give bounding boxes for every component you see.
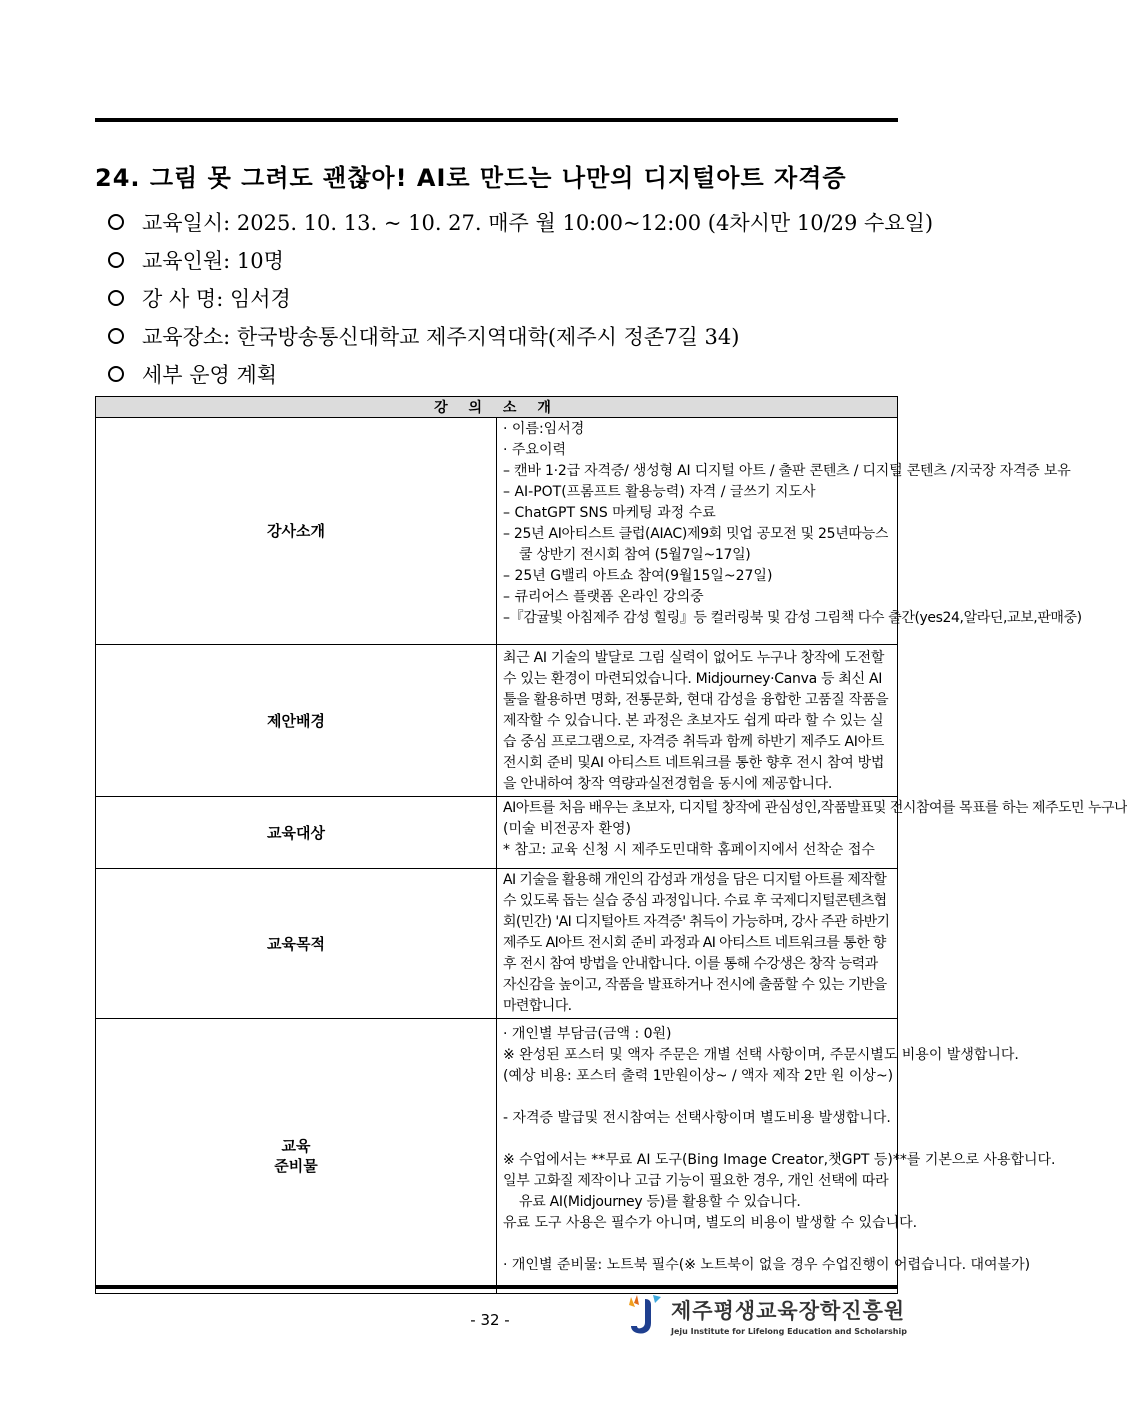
content-line: · 개인별 부담금(금액 : 0원) [503, 1026, 672, 1042]
row-label: 교육대상 [96, 797, 497, 869]
table-row-instructor [96, 418, 898, 645]
info-item-plan [108, 355, 908, 393]
table-row-target [96, 797, 898, 869]
info-text: 교육장소: 한국방송통신대학교 제주지역대학(제주시 정존7길 34) [142, 325, 740, 349]
row-label-line: 교육 [281, 1137, 311, 1155]
content-line: · 주요이력 [503, 442, 566, 458]
row-label [96, 1019, 497, 1294]
row-label: 제안배경 [96, 645, 497, 797]
row-content [497, 797, 1127, 869]
row-label-line: 준비물 [274, 1157, 318, 1175]
info-text: 교육일시: 2025. 10. 13. ~ 10. 27. 매주 월 10:00~12:00 (4차시만 10/29 수요일) [142, 211, 934, 235]
row-label: 강사소개 [96, 418, 497, 645]
content-line: – 캔바 1·2급 자격증/ 생성형 AI 디지털 아트 / 출판 콘텐츠 / 디지털 콘텐츠 /지국장 자격증 보유 [503, 463, 1071, 479]
table-header-row [96, 397, 898, 418]
bottom-rule [95, 1285, 898, 1289]
content-line: – ChatGPT SNS 마케팅 과정 수료 [503, 505, 716, 521]
content-line: – 큐리어스 플랫폼 온라인 강의중 [503, 589, 704, 605]
table-row-goal [96, 869, 898, 1019]
blank-line [503, 1234, 893, 1255]
content-line: · 개인별 준비물: 노트북 필수(※ 노트북이 없을 경우 수업진행이 어렵습니다. 대여불가) [503, 1257, 1031, 1273]
content-line: AI아트를 처음 배우는 초보자, 디지털 창작에 관심성인,작품발표및 전시참여를 목표를 하는 제주도민 누구나 [503, 800, 1127, 816]
content-line: ※ 완성된 포스터 및 액자 주문은 개별 선택 사항이며, 주문시별도 비용이 발생합니다. [503, 1047, 1019, 1063]
table-row-materials [96, 1019, 898, 1294]
blank-line [503, 1087, 893, 1108]
row-content [497, 869, 898, 1019]
circle-bullet-icon [108, 290, 124, 306]
row-content [497, 645, 898, 797]
circle-bullet-icon [108, 328, 124, 344]
table-row-background [96, 645, 898, 797]
info-item-place [108, 317, 908, 355]
content-line: (예상 비용: 포스터 출력 1만원이상~ / 액자 제작 2만 원 이상~) [503, 1068, 894, 1084]
content-line: * 참고: 교육 신청 시 제주도민대학 홈페이지에서 선착순 접수 [503, 842, 875, 858]
circle-bullet-icon [108, 252, 124, 268]
content-line: – AI-POT(프롬프트 활용능력) 자격 / 글쓰기 지도사 [503, 484, 816, 500]
info-item-capacity [108, 241, 908, 279]
org-logo [625, 1293, 907, 1337]
content-line: ※ 수업에서는 **무료 AI 도구(Bing Image Creator,챗GPT 등)**를 기본으로 사용합니다. [503, 1152, 1056, 1168]
org-name-korean: 제주평생교육장학진흥원 [671, 1298, 906, 1323]
content-line: – 25년 AI아티스트 클럽(AIAC)제9회 밋업 공모전 및 25년따능스쿨 상반기 전시회 참여 (5월7일~17일) [503, 526, 889, 563]
row-label: 교육목적 [96, 869, 497, 1019]
content-line: 일부 고화질 제작이나 고급 기능이 필요한 경우, 개인 선택에 따라 유료 AI(Midjourney 등)를 활용할 수 있습니다. [503, 1173, 889, 1210]
info-item-date [108, 203, 934, 241]
content-line: – 25년 G밸리 아트쇼 참여(9월15일~27일) [503, 568, 773, 584]
content-paragraph: 최근 AI 기술의 발달로 그림 실력이 없어도 누구나 창작에 도전할 수 있는 환경이 마련되었습니다. Midjourney·Canva 등 최신 AI 툴을 활용하면 명화, 전통문화, 현대 감성을 융합한 고품질 작품을 제작할 수 있습니다. 본 과정은 초보자도 쉽게 따라 할 수 있는 실습 중심 프로그램으로, 자격증 취득과 함께 하반기 제주도 AI아트 전시회 준비 및AI 아티스트 네트워크를 통한 향후 전시 참여 방법을 안내하여 창작 역량과실전경험을 동시에 제공합니다. [503, 650, 889, 792]
org-name-english: Jeju Institute for Lifelong Education and Scholarship [671, 1326, 907, 1336]
info-text: 세부 운영 계획 [142, 363, 278, 387]
info-list [108, 203, 934, 393]
table-header: 강 의 소 개 [96, 397, 898, 418]
content-line: · 이름:임서경 [503, 421, 585, 437]
circle-bullet-icon [108, 214, 124, 230]
blank-line [503, 1129, 893, 1150]
lecture-intro-table [95, 396, 1127, 1294]
info-item-instructor [108, 279, 908, 317]
content-paragraph: AI 기술을 활용해 개인의 감성과 개성을 담은 디지털 아트를 제작할 수 있도록 돕는 실습 중심 과정입니다. 수료 후 국제디지털콘텐츠협회(민간) 'AI 디지털아트 자격증' 취득이 가능하며, 강사 주관 하반기 제주도 AI아트 전시회 준비 과정과 AI 아티스트 네트워크를 통한 향후 전시 참여 방법을 안내합니다. 이를 통해 수강생은 창작 능력과 자신감을 높이고, 작품을 발표하거나 전시에 출품할 수 있는 기반을 마련합니다. [503, 872, 890, 1014]
content-line: - 자격증 발급및 전시참여는 선택사항이며 별도비용 발생합니다. [503, 1110, 891, 1126]
info-text: 강 사 명: 임서경 [142, 287, 291, 311]
circle-bullet-icon [108, 366, 124, 382]
jeju-logo-icon [625, 1293, 665, 1337]
row-content [497, 418, 1082, 645]
page-title: 24. 그림 못 그려도 괜찮아! AI로 만드는 나만의 디지털아트 자격증 [95, 164, 847, 192]
content-line: –『감귤빛 아침제주 감성 힐링』등 컬러링북 및 감성 그림책 다수 출간(yes24,알라딘,교보,판매중) [503, 610, 1082, 626]
content-line: (미술 비전공자 환영) [503, 821, 632, 837]
top-rule [95, 118, 898, 122]
page-number: - 32 - [470, 1311, 510, 1329]
row-content [497, 1019, 1056, 1294]
info-text: 교육인원: 10명 [142, 249, 284, 273]
content-line: 유료 도구 사용은 필수가 아니며, 별도의 비용이 발생할 수 있습니다. [503, 1215, 918, 1231]
